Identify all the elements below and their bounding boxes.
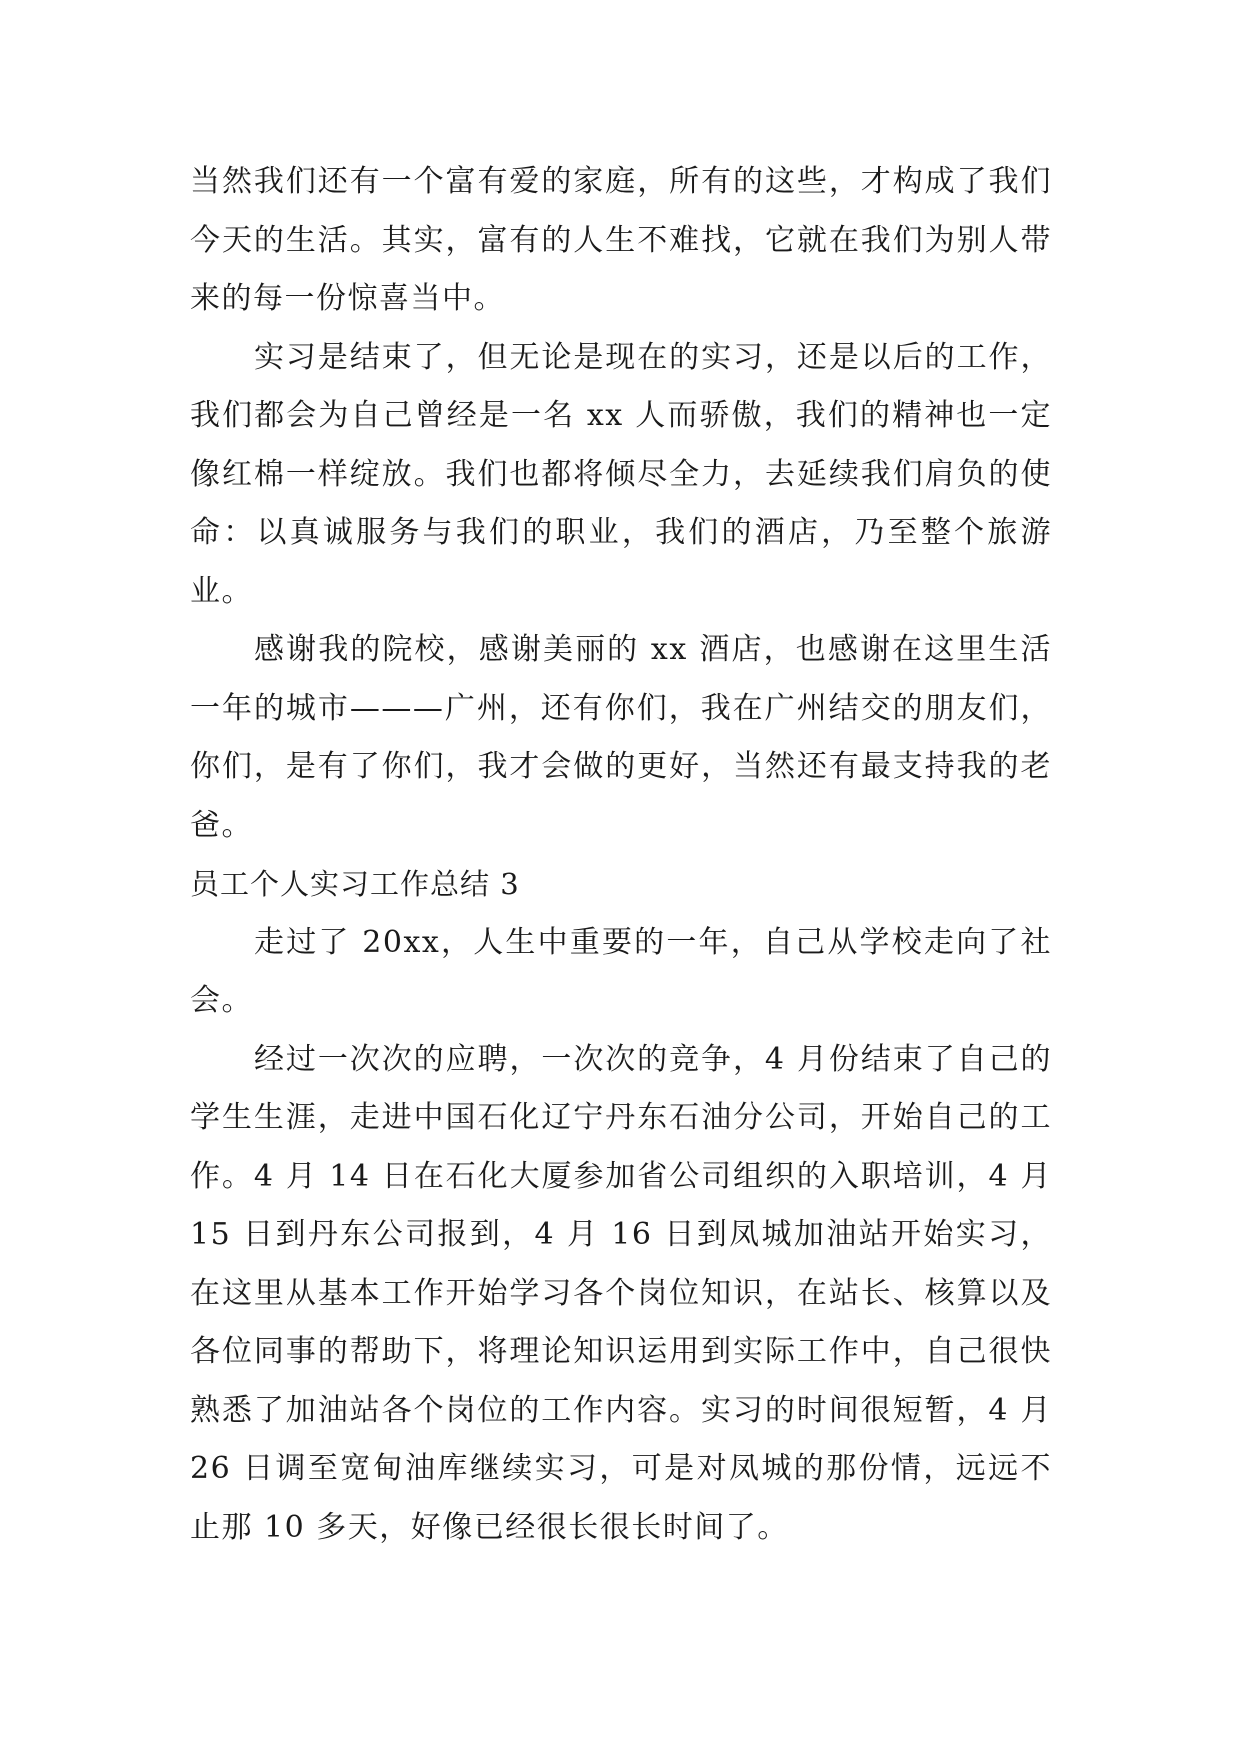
paragraph: 当然我们还有一个富有爱的家庭，所有的这些，才构成了我们今天的生活。其实，富有的人生不难找，它就在我们为别人带来的每一份惊喜当中。 <box>190 164 1052 316</box>
paragraph: 感谢我的院校，感谢美丽的 xx 酒店，也感谢在这里生活一年的城市———广州，还有你们，我在广州结交的朋友们，你们，是有了你们，我才会做的更好，当然还有最支持我的老爸。 <box>190 632 1052 843</box>
paragraph: 走过了 20xx，人生中重要的一年，自己从学校走向了社会。 <box>190 924 1052 1018</box>
paragraph: 实习是结束了，但无论是现在的实习，还是以后的工作，我们都会为自己曾经是一名 xx 人而骄傲，我们的精神也一定像红棉一样绽放。我们也都将倾尽全力，去延续我们肩负的使命：以真诚服务与我们的职业，我们的酒店，乃至整个旅游业。 <box>190 339 1052 609</box>
document-body <box>190 153 1052 1557</box>
paragraph: 经过一次次的应聘，一次次的竞争，4 月份结束了自己的学生生涯，走进中国石化辽宁丹东石油分公司，开始自己的工作。4 月 14 日在石化大厦参加省公司组织的入职培训，4 月 15 日到丹东公司报到，4 月 16 日到凤城加油站开始实习，在这里从基本工作开始学习各个岗位知识，在站长、核算以及各位同事的帮助下，将理论知识运用到实际工作中，自己很快熟悉了加油站各个岗位的工作内容。实习的时间很短暂，4 月 26 日调至宽甸油库继续实习，可是对凤城的那份情，远远不止那 10 多天，好像已经很长很长时间了。 <box>190 1041 1052 1545</box>
section-heading: 员工个人实习工作总结 3 <box>190 867 520 901</box>
